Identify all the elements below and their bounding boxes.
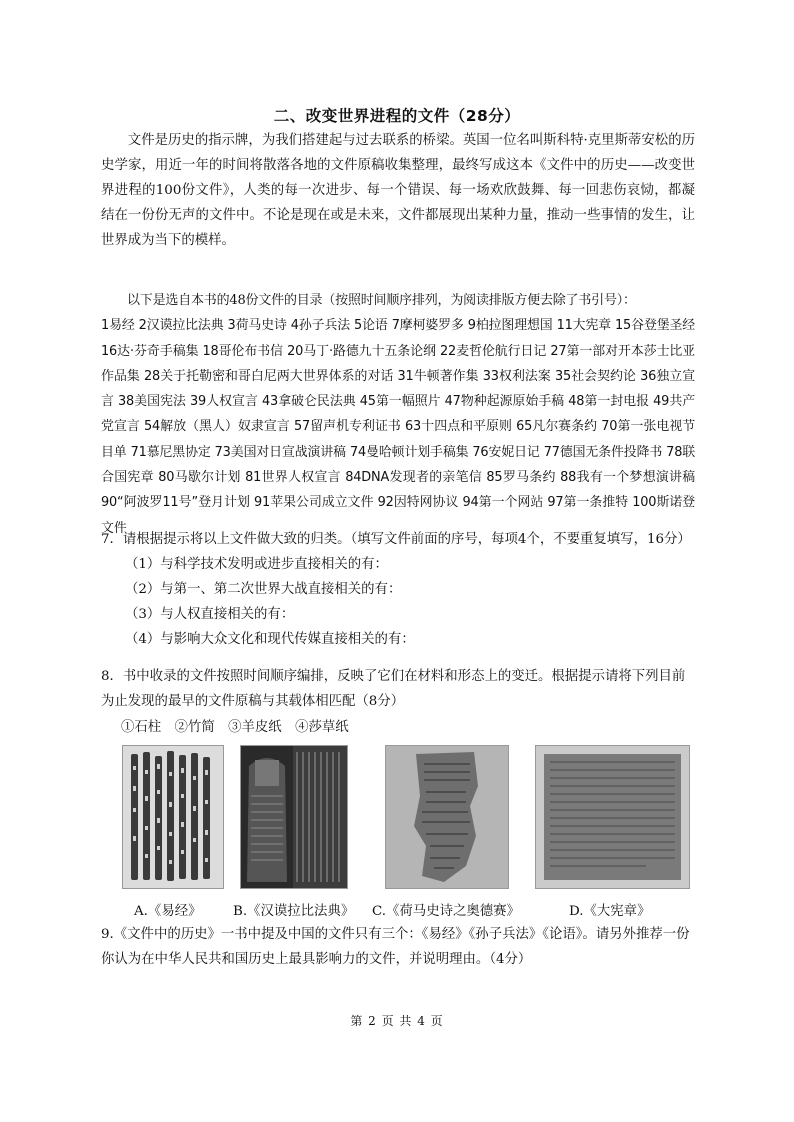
papyrus-fragment-image: [385, 745, 509, 889]
question-8-stem: 8．书中收录的文件按照时间顺序编排，反映了它们在材料和形态上的变迁。根据提示请将下列目前为止发现的最早的文件原稿与其载体相匹配（8分）: [101, 669, 686, 709]
question-7-item-4: （4）与影响大众文化和现代传媒直接相关的有：: [125, 632, 415, 647]
question-7-stem: 7．请根据提示将以上文件做大致的归类。（填写文件前面的序号，每项4个，不要重复填写，16分）: [101, 532, 691, 547]
section-title: 二、改变世界进程的文件（28分）: [273, 107, 521, 125]
catalog-block: [101, 288, 695, 541]
question-7: [101, 527, 695, 652]
question-8: [101, 664, 695, 714]
catalog-lead: 以下是选自本书的48份文件的目录（按照时间顺序排列，为阅读排版方便去除了书引号）：: [127, 293, 636, 308]
bamboo-slips-image: [122, 745, 224, 889]
caption-d: D.《大宪章》: [569, 904, 651, 919]
question-7-item-3: （3）与人权直接相关的有：: [125, 607, 295, 622]
question-8-options: ①石柱 ②竹简 ③羊皮纸 ④莎草纸: [121, 720, 349, 735]
question-7-item-2: （2）与第一、第二次世界大战直接相关的有：: [125, 582, 402, 597]
parchment-image: [535, 745, 690, 889]
section-intro: [101, 128, 695, 253]
stone-stele-image: [240, 745, 348, 889]
caption-a: A.《易经》: [134, 904, 202, 919]
page-footer: 第 2 页 共 4 页: [350, 1014, 444, 1028]
intro-paragraph: 文件是历史的指示牌，为我们搭建起与过去联系的桥梁。英国一位名叫斯科特·克里斯蒂安松的历史学家，用近一年的时间将散落各地的文件原稿收集整理，最终写成这本《文件中的历史——改变世界进程的100份文件》，人类的每一次进步、每一个错误、每一场欢欣鼓舞、每一回悲伤哀恸，都凝结在一份份无声的文件中。不论是现在或是未来，文件都展现出某种力量，推动一些事情的发生，让世界成为当下的模样。: [101, 133, 695, 248]
caption-c: C.《荷马史诗之奥德赛》: [372, 904, 520, 919]
catalog-items: 1易经 2汉谟拉比法典 3荷马史诗 4孙子兵法 5论语 7摩柯婆罗多 9柏拉图理想国 11大宪章 15谷登堡圣经 16达·芬奇手稿集 18哥伦布书信 20马丁·路德九十五条论纲 22麦哲伦航行日记 27第一部对开本莎士比亚作品集 28关于托勒密和哥白尼两大世界体系的对话 31牛顿著作集 33权利法案 35社会契约论 36独立宣言 38美国宪法 39人权宣言 43拿破仑民法典 45第一幅照片 47物种起源原始手稿 48第一封电报 49共产党宣言 54解放（黑人）奴隶宣言 57留声机专利证书 63十四点和平原则 65凡尔赛条约 70第一张电视节目单 71慕尼黑协定 73美国对日宣战演讲稿 74曼哈顿计划手稿集 76安妮日记 77德国无条件投降书 78联合国宪章 80马歇尔计划 81世界人权宣言 84DNA发现者的亲笔信 85罗马条约 88我有一个梦想演讲稿 90“阿波罗11号”登月计划 91苹果公司成立文件 92因特网协议 94第一个网站 97第一条推特 100斯诺登文件: [101, 318, 695, 536]
caption-b: B.《汉谟拉比法典》: [233, 904, 355, 919]
question-9: [101, 922, 695, 972]
question-7-item-1: （1）与科学技术发明或进步直接相关的有：: [125, 557, 388, 572]
question-9-stem: 9.《文件中的历史》一书中提及中国的文件只有三个：《易经》《孙子兵法》《论语》。请另外推荐一份你认为在中华人民共和国历史上最具影响力的文件，并说明理由。（4分）: [101, 927, 690, 967]
